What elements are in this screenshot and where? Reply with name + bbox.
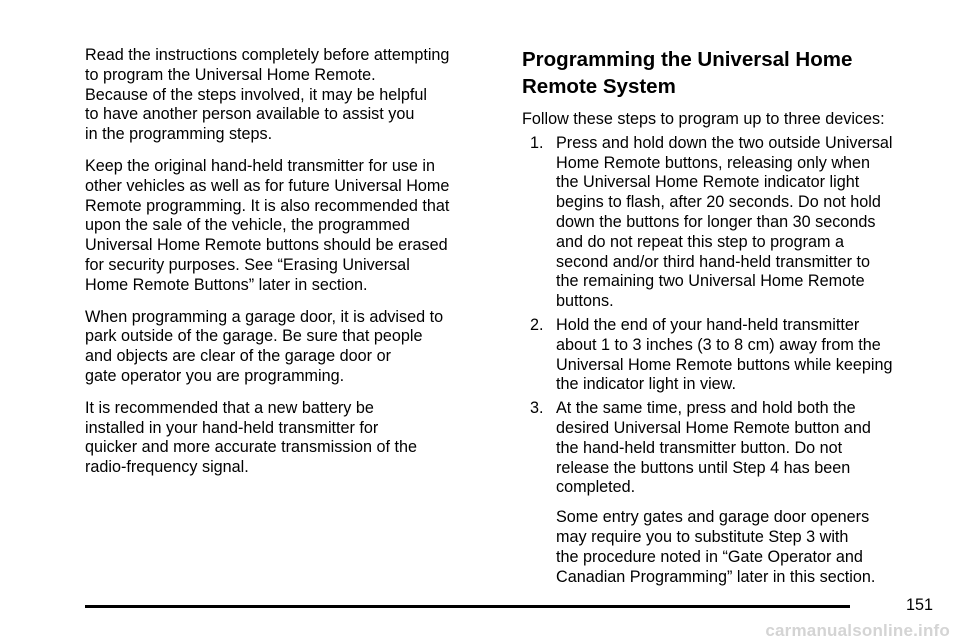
- steps-intro: Follow these steps to program up to three devices:: [522, 110, 885, 128]
- step-number: 2.: [530, 315, 544, 334]
- text-line: park outside of the garage. Be sure that people: [85, 327, 423, 346]
- text-line: the Universal Home Remote indicator light: [556, 173, 860, 192]
- text-line: begins to flash, after 20 seconds. Do not hold: [556, 193, 881, 212]
- page-number: 151: [905, 596, 933, 614]
- text-line: Universal Home Remote buttons should be erased: [85, 236, 448, 255]
- text-line: second and/or third hand-held transmitter to: [556, 252, 871, 271]
- text-line: At the same time, press and hold both the: [556, 399, 856, 418]
- text-line: other vehicles as well as for future Universal Home: [85, 176, 450, 195]
- text-line: Remote programming. It is also recommended that: [85, 196, 450, 215]
- text-line: Universal Home Remote buttons while keeping: [556, 355, 893, 374]
- text-line: Hold the end of your hand-held transmitter: [556, 315, 860, 334]
- text-line: gate operator you are programming.: [85, 366, 345, 385]
- text-line: Press and hold down the two outside Universal: [556, 133, 893, 152]
- text-line: Keep the original hand-held transmitter for use in: [85, 156, 436, 175]
- text-line: may require you to substitute Step 3 with: [556, 527, 849, 546]
- text-line: Some entry gates and garage door openers: [556, 508, 870, 527]
- text-line: Because of the steps involved, it may be helpful: [85, 85, 427, 104]
- text-line: installed in your hand-held transmitter for: [85, 418, 379, 437]
- text-line: When programming a garage door, it is advised to: [85, 307, 444, 326]
- paragraph-read-instructions: [85, 46, 493, 145]
- paragraph-new-battery: [85, 399, 493, 478]
- step-2: [522, 316, 932, 395]
- text-line: for security purposes. See “Erasing Universal: [85, 255, 410, 274]
- heading-line: Programming the Universal Home: [522, 48, 853, 71]
- paragraph-keep-transmitter: [85, 157, 493, 296]
- step-3-note: [522, 508, 932, 587]
- text-line: to have another person available to assist you: [85, 105, 415, 124]
- text-line: to program the Universal Home Remote.: [85, 65, 376, 84]
- text-line: Read the instructions completely before attempting: [85, 46, 450, 64]
- text-line: It is recommended that a new battery be: [85, 398, 374, 417]
- text-line: upon the sale of the vehicle, the programmed: [85, 216, 410, 235]
- footer-rule: [85, 605, 850, 608]
- text-line: Home Remote Buttons” later in section.: [85, 275, 368, 294]
- text-line: completed.: [556, 478, 636, 497]
- step-1: [522, 134, 932, 312]
- text-line: the remaining two Universal Home Remote: [556, 272, 865, 291]
- left-column: [85, 46, 493, 490]
- right-column: [522, 46, 932, 587]
- steps-list: [522, 134, 932, 498]
- text-line: release the buttons until Step 4 has been: [556, 458, 851, 477]
- text-line: the hand-held transmitter button. Do not: [556, 438, 843, 457]
- text-line: buttons.: [556, 292, 614, 311]
- step-number: 3.: [530, 399, 544, 418]
- text-line: the indicator light in view.: [556, 375, 736, 394]
- text-line: radio-frequency signal.: [85, 458, 249, 477]
- text-line: down the buttons for longer than 30 seconds: [556, 212, 876, 231]
- text-line: desired Universal Home Remote button and: [556, 418, 871, 437]
- text-line: and do not repeat this step to program a: [556, 232, 844, 251]
- text-line: and objects are clear of the garage door or: [85, 347, 391, 366]
- step-number: 1.: [530, 133, 544, 152]
- paragraph-garage-door: [85, 308, 493, 387]
- text-line: the procedure noted in “Gate Operator and: [556, 547, 863, 566]
- section-heading: [522, 46, 932, 100]
- text-line: Home Remote buttons, releasing only when: [556, 153, 871, 172]
- text-line: about 1 to 3 inches (3 to 8 cm) away from the: [556, 335, 881, 354]
- step-3: [522, 399, 932, 498]
- text-line: quicker and more accurate transmission of the: [85, 438, 418, 457]
- heading-line: Remote System: [522, 75, 676, 98]
- text-line: Canadian Programming” later in this section.: [556, 567, 876, 586]
- watermark: carmanualsonline.info: [765, 621, 950, 640]
- text-line: in the programming steps.: [85, 125, 273, 144]
